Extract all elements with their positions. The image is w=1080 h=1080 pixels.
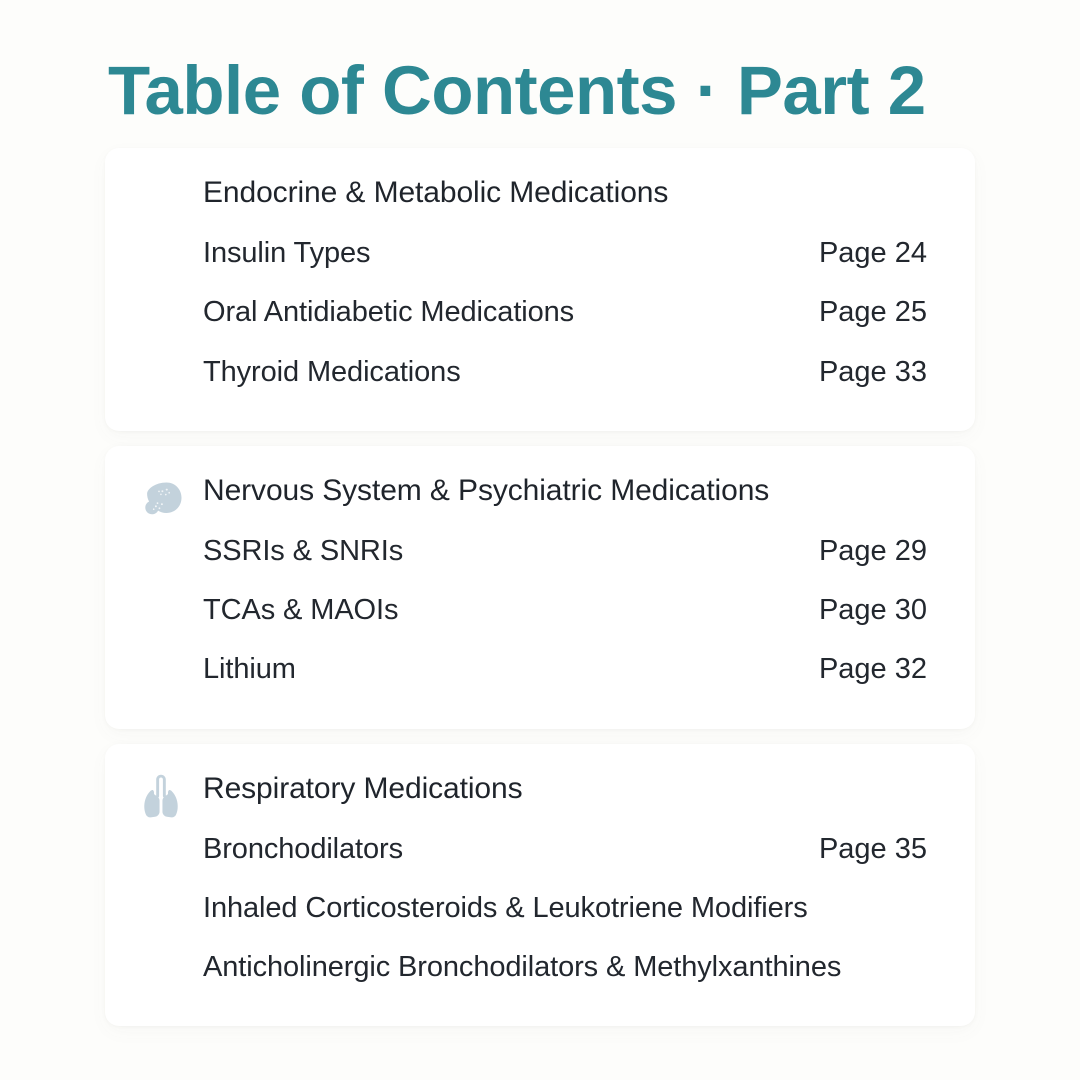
section-card: [105, 148, 975, 431]
section-card-list: [105, 148, 975, 1026]
toc-entry-title: Insulin Types: [203, 237, 371, 269]
toc-entry-title: Lithium: [203, 653, 296, 686]
toc-entry-title: TCAs & MAOIs: [203, 594, 399, 626]
section-entry-list: [203, 223, 927, 401]
toc-entry-page: Page 33: [818, 355, 927, 388]
section-entry-list: [203, 521, 927, 699]
toc-entry-title: Thyroid Medications: [203, 355, 461, 388]
toc-entry-page: Page 29: [818, 534, 927, 567]
toc-entry-title: Anticholinergic Bronchodilators & Methylxanthines: [203, 951, 842, 983]
toc-entry[interactable]: [203, 223, 927, 282]
brain-icon: [133, 472, 189, 528]
toc-entry-title: Inhaled Corticosteroids & Leukotriene Modifiers: [203, 891, 808, 924]
toc-entry-page: Page 30: [818, 594, 927, 626]
toc-entry-title: Oral Antidiabetic Medications: [203, 296, 575, 329]
section-heading: Nervous System & Psychiatric Medications: [203, 473, 770, 507]
page-title: Table of Contents · Part 2: [108, 52, 926, 129]
section-entry-list: [203, 819, 927, 997]
section-card: [105, 744, 975, 1027]
toc-entry-title: SSRIs & SNRIs: [203, 534, 404, 567]
section-heading: Endocrine & Metabolic Medications: [203, 176, 669, 209]
lungs-icon: [133, 770, 189, 826]
toc-entry[interactable]: [203, 639, 927, 698]
toc-entry[interactable]: [203, 580, 927, 639]
toc-entry-title: Bronchodilators: [203, 832, 403, 865]
toc-entry[interactable]: [203, 878, 927, 937]
toc-entry-page: Page 24: [818, 237, 927, 269]
section-card: [105, 446, 975, 729]
toc-entry[interactable]: [203, 937, 927, 996]
toc-entry-page: Page 25: [818, 296, 927, 329]
toc-entry[interactable]: [203, 521, 927, 580]
toc-entry[interactable]: [203, 819, 927, 878]
toc-entry[interactable]: [203, 282, 927, 341]
toc-entry-page: Page 35: [818, 832, 927, 865]
toc-entry-page: Page 32: [818, 653, 927, 686]
section-heading: Respiratory Medications: [203, 771, 523, 805]
toc-entry[interactable]: [203, 342, 927, 401]
